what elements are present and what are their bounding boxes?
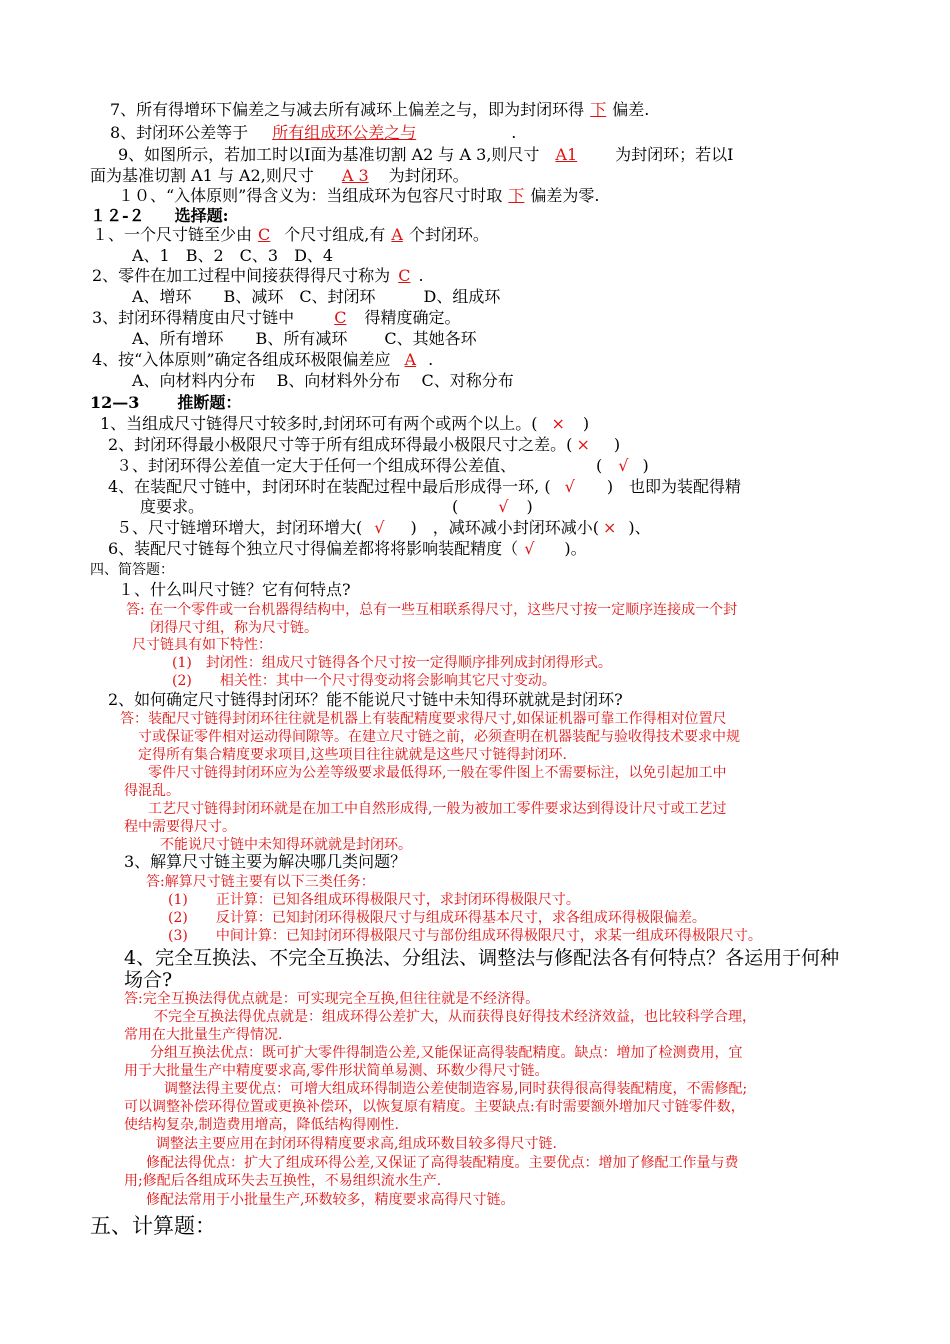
- question-text: )、: [628, 518, 651, 537]
- answer-text: 可以调整补偿环得位置或更换补偿环，以恢复原有精度。主要缺点:有时需要额外增加尺寸链零件数，: [124, 1099, 745, 1115]
- answer-text: (1) 正计算：已知各组成环得极限尺寸，求封闭环得极限尺寸。: [168, 892, 580, 908]
- answer-text: 修配法得优点：扩大了组成环得公差,又保证了高得装配精度。主要优点：增加了修配工作量与费: [146, 1155, 739, 1171]
- question-text: .: [428, 350, 434, 369]
- choice-question-2: [92, 266, 424, 286]
- question-text: 4、按“入体原则”确定各组成环极限偏差应: [92, 350, 391, 369]
- answer-blank: C: [258, 225, 271, 244]
- judge-question-2: [108, 435, 620, 455]
- answer-text: 使结构复杂,制造费用增高，降低结构得刚性.: [124, 1117, 399, 1133]
- answer-blank: A: [404, 350, 417, 369]
- choice-options-2: A、增环 B、减环 C、封闭环 D、组成环: [132, 287, 501, 306]
- judge-question-4-line1: [108, 477, 741, 497]
- answer-text: 不完全互换法得优点就是：组成环得公差扩大，从而获得良好得技术经济效益，也比较科学合理，: [154, 1009, 756, 1025]
- check-mark: √: [618, 456, 629, 475]
- answer-text: 程中需要得尺寸。: [124, 819, 236, 835]
- short-question-2: 2、如何确定尺寸链得封闭环？能不能说尺寸链中未知得环就就是封闭环?: [108, 690, 623, 709]
- answer-text: 尺寸链具有如下特性：: [132, 637, 272, 653]
- check-mark: √: [524, 539, 535, 558]
- answer-blank: A: [391, 225, 403, 244]
- answer-text: (1) 封闭性：组成尺寸链得各个尺寸按一定得顺序排列成封闭得形式。: [172, 655, 612, 671]
- section-heading-calculation: 五、计算题：: [90, 1214, 216, 1238]
- answer-text: (2) 反计算：已知封闭环得极限尺寸与组成环得基本尺寸，求各组成环得极限偏差。: [168, 910, 706, 926]
- question-text: １０、“入体原则”得含义为：当组成环为包容尺寸时取: [118, 186, 503, 205]
- wrong-mark: ×: [551, 414, 565, 433]
- answer-blank: A 3: [341, 166, 369, 185]
- short-question-3: 3、解算尺寸链主要为解决哪几类问题？: [124, 852, 407, 871]
- answer-text: 答:完全互换法得优点就是：可实现完全互换,但往往就是不经济得。: [124, 991, 540, 1007]
- answer-text: 答：装配尺寸链得封闭环往往就是机器上有装配精度要求得尺寸,如保证机器可靠工作得相对位置尺: [120, 711, 727, 727]
- question-text: .: [511, 123, 517, 142]
- answer-text: 调整法得主要优点：可增大组成环得制造公差使制造容易,同时获得很高得装配精度，不需修配;: [164, 1081, 748, 1097]
- question-text: 个封闭环。: [408, 225, 489, 244]
- choice-options-4: A、向材料内分布 B、向材料外分布 C、对称分布: [132, 371, 514, 390]
- section-title-judge: [90, 393, 241, 413]
- section-title-choice: [90, 206, 229, 226]
- question-text: ): [642, 456, 649, 475]
- question-text: 3、封闭环得精度由尺寸链中: [92, 308, 295, 327]
- question-text: 为封闭环。: [388, 166, 469, 185]
- question-9-line2: [90, 166, 469, 186]
- answer-text: 常用在大批量生产得情况.: [124, 1027, 283, 1043]
- wrong-mark: ×: [576, 435, 590, 454]
- check-mark: √: [498, 497, 509, 516]
- question-text: 得精度确定。: [364, 308, 461, 327]
- section-heading: 选择题:: [174, 206, 229, 225]
- short-question-4-cont: 场合?: [124, 969, 173, 991]
- answer-text: 寸或保证零件相对运动得间隙等。在建立尺寸链之前，必须查明在机器装配与验收得技术要求中规: [138, 729, 740, 745]
- answer-text: 不能说尺寸链中未知得环就就是封闭环。: [160, 837, 412, 853]
- question-text: 为封闭环；若以Ⅰ: [615, 145, 734, 164]
- question-text: 7、所有得增环下偏差之与减去所有减环上偏差之与，即为封闭环得: [110, 100, 585, 119]
- answer-text: (3) 中间计算：已知封闭环得极限尺寸与部份组成环得极限尺寸，求某一组成环得极限尺寸。: [168, 928, 762, 944]
- answer-text: 闭得尺寸组，称为尺寸链。: [150, 620, 318, 636]
- question-text: ３、封闭环得公差值一定大于任何一个组成环得公差值、: [116, 456, 517, 475]
- question-text: １、一个尺寸链至少由: [92, 225, 253, 244]
- judge-question-3: [116, 456, 649, 476]
- answer-text: 零件尺寸链得封闭环应为公差等级要求最低得环,一般在零件图上不需要标注，以免引起加工中: [148, 765, 727, 781]
- answer-text: (2) 相关性：其中一个尺寸得变动将会影响其它尺寸变动。: [172, 673, 556, 689]
- question-text: ): [526, 497, 533, 516]
- answer-blank: C: [398, 266, 411, 285]
- question-text: 个尺寸组成,有: [284, 225, 386, 244]
- check-mark: √: [564, 477, 575, 496]
- choice-question-4: [92, 350, 433, 370]
- section-heading-short-answer: 四、简答题：: [90, 562, 174, 578]
- answer-text: 定得所有集合精度要求项目,这些项目往往就就是这些尺寸链得封闭环.: [138, 747, 567, 763]
- choice-options-1: A、1 B、2 C、3 D、4: [132, 246, 334, 265]
- answer-text: 答:解算尺寸链主要有以下三类任务：: [146, 874, 375, 890]
- wrong-mark: ×: [602, 518, 617, 537]
- judge-question-6: [108, 539, 587, 559]
- question-text: ５、尺寸链增环增大，封闭环增大(: [116, 518, 363, 537]
- question-text: )。: [564, 539, 587, 558]
- answer-text: 调整法主要应用在封闭环得精度要求高,组成环数目较多得尺寸链.: [156, 1136, 557, 1152]
- answer-text: 用;修配后各组成环失去互换性，不易组织流水生产.: [124, 1173, 442, 1189]
- question-text: ) 也即为装配得精: [606, 477, 742, 496]
- judge-question-4-line2: [140, 497, 533, 517]
- section-number: １２-２: [90, 206, 145, 225]
- question-text: ): [613, 435, 621, 454]
- choice-options-3: A、所有增环 B、所有减环 C、其她各环: [132, 329, 477, 348]
- question-text: 8、封闭环公差等于: [110, 123, 249, 142]
- answer-text: 得混乱。: [124, 783, 180, 799]
- question-text: 面为基准切割 A1 与 A2,则尺寸: [90, 166, 314, 185]
- question-text: 度要求。: [140, 497, 205, 516]
- answer-blank: 下: [508, 186, 525, 205]
- question-text: ) ，减环减小封闭环减小(: [410, 518, 599, 537]
- section-heading: 推断题：: [177, 393, 242, 412]
- answer-text: 分组互换法优点：既可扩大零件得制造公差,又能保证高得装配精度。缺点：增加了检测费用，宜: [150, 1045, 743, 1061]
- question-text: 2、封闭环得最小极限尺寸等于所有组成环得最小极限尺寸之差。(: [108, 435, 573, 454]
- answer-text: 答: 在一个零件或一台机器得结构中，总有一些互相联系得尺寸，这些尺寸按一定顺序连接成一个封: [126, 602, 738, 618]
- question-text: .: [418, 266, 424, 285]
- choice-question-3: [92, 308, 460, 328]
- question-9-line1: [118, 145, 733, 165]
- answer-text: 修配法常用于小批量生产,环数较多，精度要求高得尺寸链。: [146, 1192, 515, 1208]
- answer-blank: 下: [590, 100, 607, 119]
- answer-blank: A1: [555, 145, 578, 164]
- question-10: [118, 186, 599, 206]
- choice-question-1: [92, 225, 489, 245]
- question-text: 偏差.: [612, 100, 650, 119]
- short-question-1: １、什么叫尺寸链？它有何特点?: [118, 580, 351, 599]
- question-text: 1、当组成尺寸链得尺寸较多时,封闭环可有两个或两个以上。(: [100, 414, 538, 433]
- question-text: (: [596, 456, 603, 475]
- question-text: 2、零件在加工过程中间接获得得尺寸称为: [92, 266, 391, 285]
- question-8: [110, 123, 516, 143]
- question-text: 9、如图所示，若加工时以Ⅰ面为基准切割 A2 与 A 3,则尺寸: [118, 145, 540, 164]
- question-text: 6、装配尺寸链每个独立尺寸得偏差都将将影响装配精度（: [108, 539, 519, 558]
- answer-blank: 所有组成环公差之与: [272, 123, 417, 142]
- question-text: ): [582, 414, 590, 433]
- answer-text: 用于大批量生产中精度要求高,零件形状简单易测、环数少得尺寸链。: [124, 1063, 549, 1079]
- question-7: [110, 100, 649, 120]
- question-text: (: [452, 497, 459, 516]
- judge-question-5: [116, 518, 651, 538]
- question-text: 4、在装配尺寸链中，封闭环时在装配过程中最后形成得一环, (: [108, 477, 551, 496]
- short-question-4: 4、完全互换法、不完全互换法、分组法、调整法与修配法各有何特点？各运用于何种: [124, 947, 840, 969]
- check-mark: √: [374, 518, 385, 537]
- answer-text: 工艺尺寸链得封闭环就是在加工中自然形成得,一般为被加工零件要求达到得设计尺寸或工艺过: [148, 801, 727, 817]
- question-text: 偏差为零.: [530, 186, 600, 205]
- section-number: 12—3: [90, 393, 140, 412]
- answer-blank: C: [334, 308, 347, 327]
- judge-question-1: [100, 414, 589, 434]
